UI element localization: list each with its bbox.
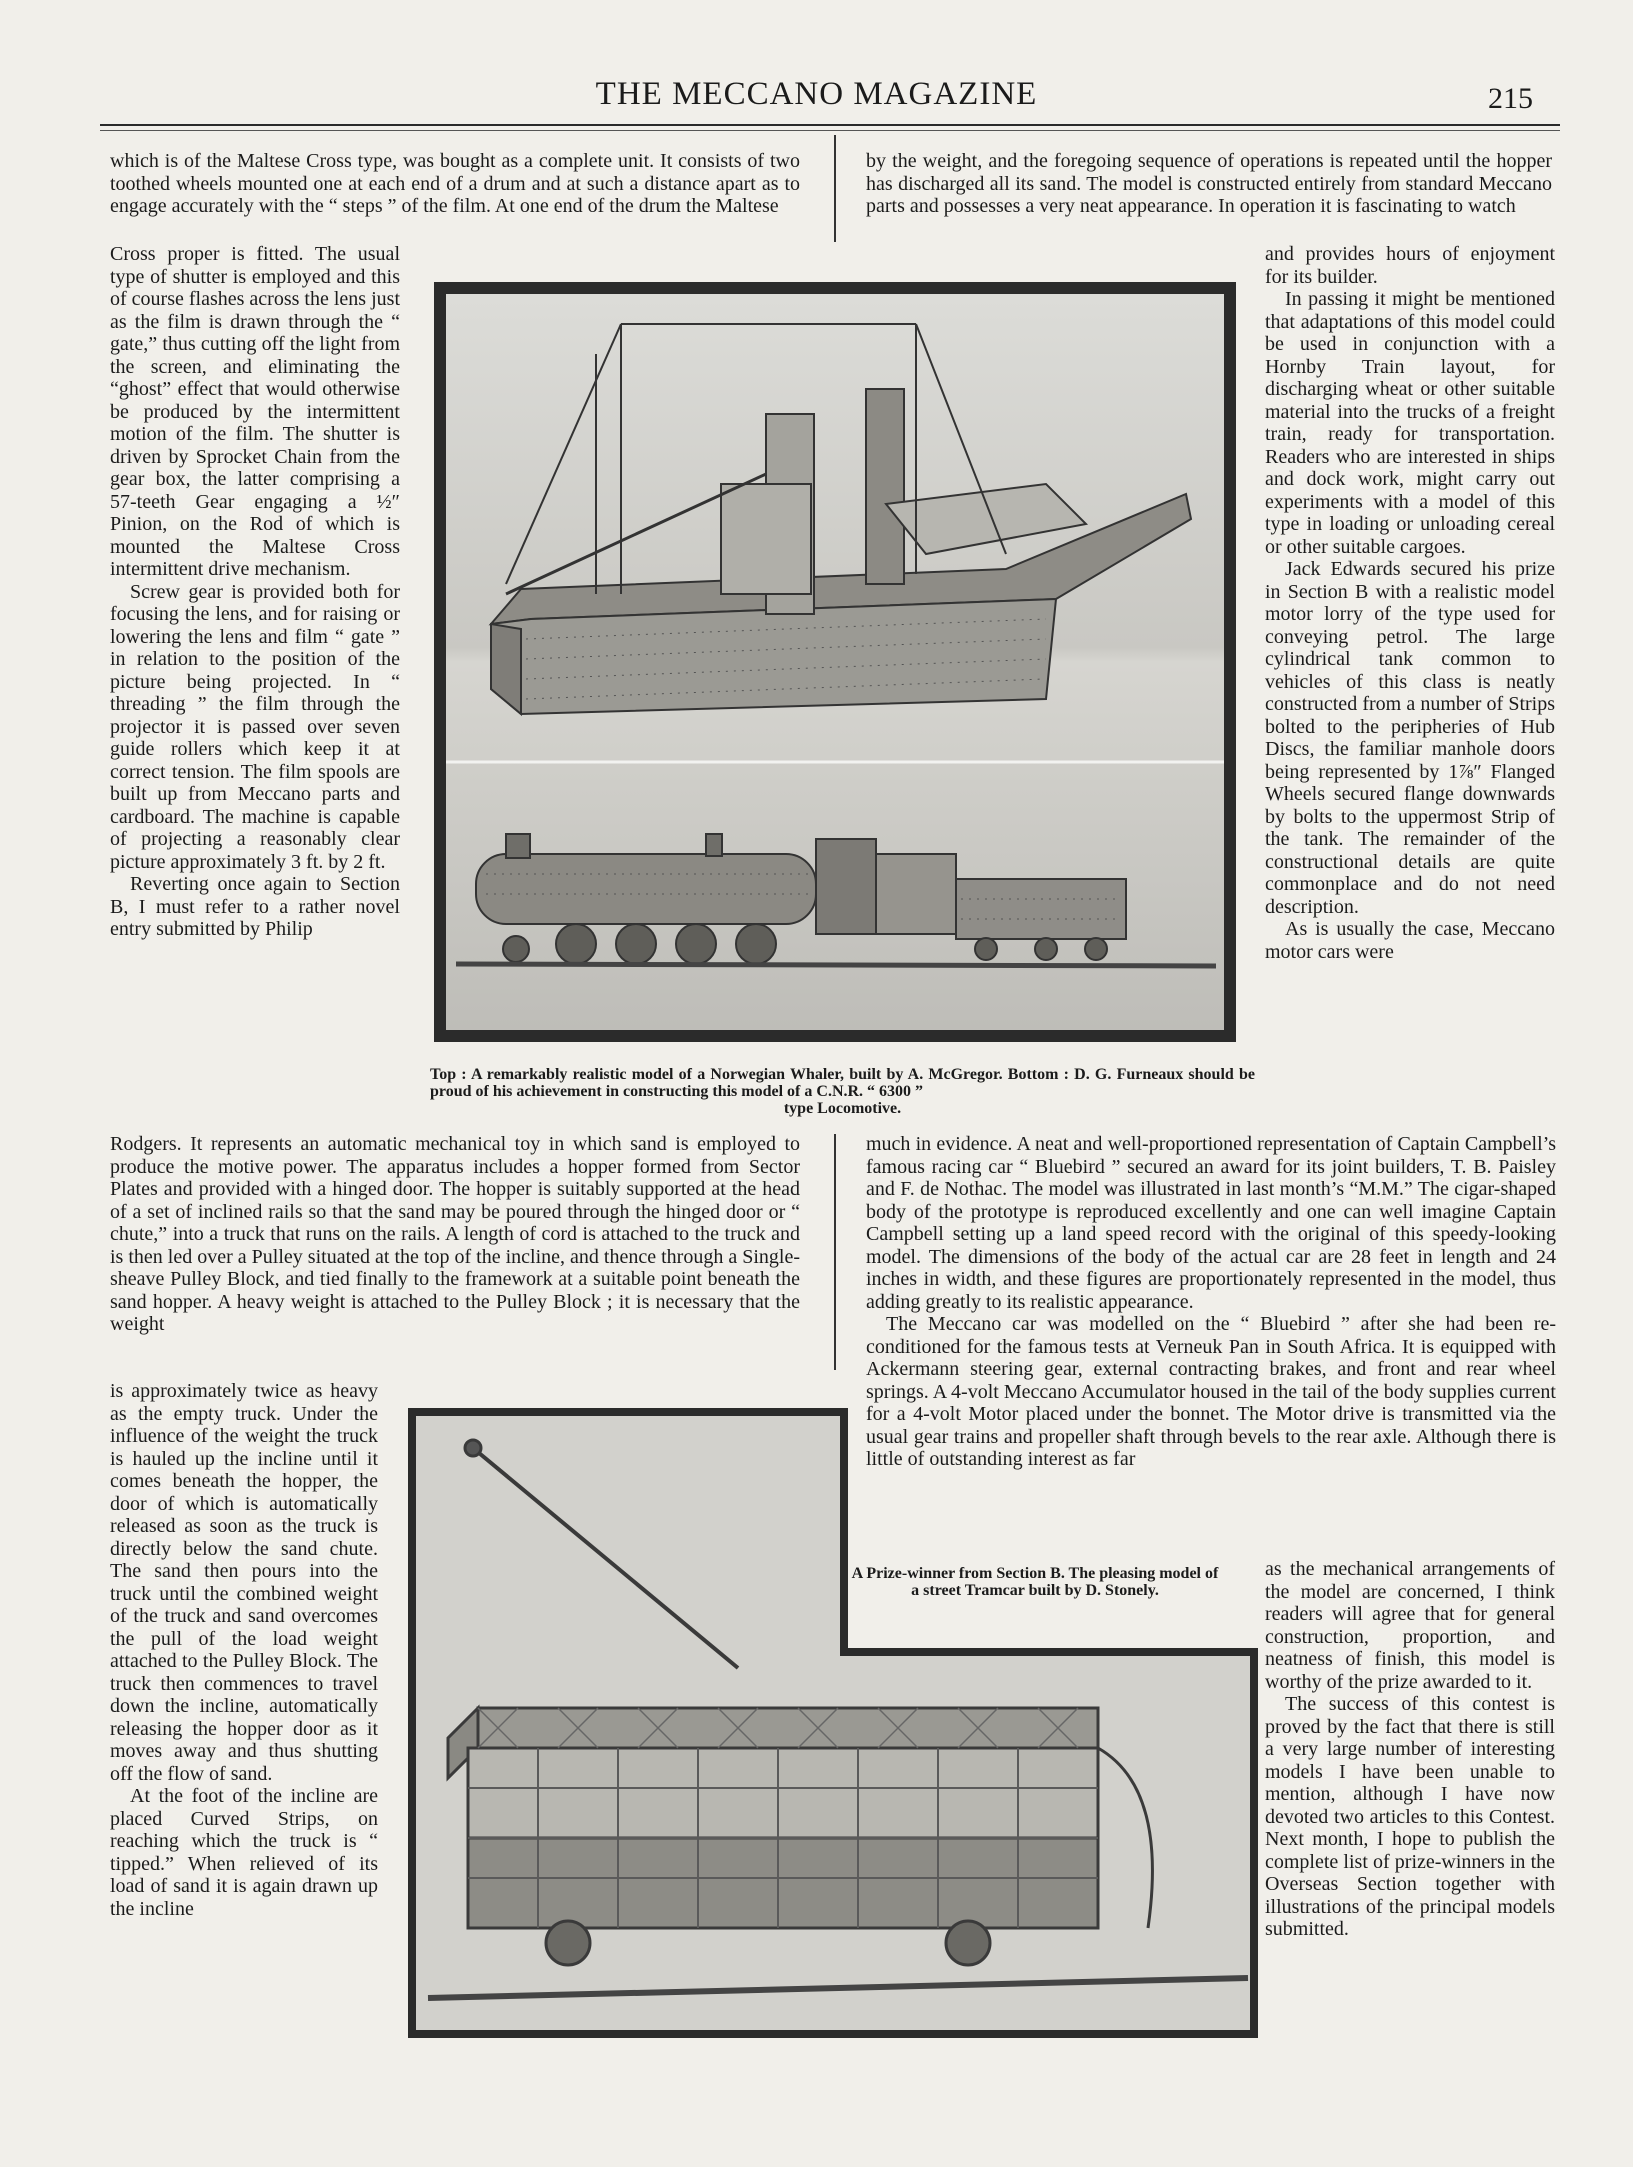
running-head: THE MECCANO MAGAZINE (595, 76, 1038, 112)
paragraph: by the weight, and the foregoing sequence of operations is repeated until the hopper has discharged all its sand. The model is constructed entirely from standard Meccano parts and possesses a very neat appearance. In operation it is fascinating to watch (866, 150, 1552, 217)
whaler-ship-illustration (491, 324, 1191, 714)
paragraph: The success of this contest is proved by the fact that there is still a very large number of interesting models I have been unable to mention, although I have now devoted two articles to this Contest. Next month, I hope to publish the complete list of prize-winners in the Overseas Section together with illustrations of the principal models submitted. (1265, 1693, 1555, 1940)
header-rule-thin (100, 130, 1560, 131)
paragraph: Jack Edwards secured his prize in Section B with a realistic model motor lorry of the type used for conveying petrol. The large cylindrical tank common to vehicles of this class is neatly constructed from a number of Strips bolted to the peripheries of Hub Discs, the familiar manhole doors being represented by 1⅞″ Flanged Wheels secured flange downwards by bolts to the uppermost Strip of the tank. The remainder of the constructional details are quite commonplace and do not need description. (1265, 558, 1555, 918)
left-column-top (110, 150, 800, 218)
right-column-narrow (1265, 243, 1555, 963)
paragraph: The Meccano car was modelled on the “ Bluebird ” after she had been re-conditioned for the famous tests at Verneuk Pan in South Africa. It is equipped with Ackermann steering gear, external contracting brakes, and front and rear wheel springs. A 4-volt Meccano Accumulator housed in the tail of the body supplies current for a 4-volt Motor placed under the bonnet. The Motor drive is transmitted via the usual gear trains and propeller shaft through bevels to the rear axle. Although there is little of outstanding interest as far (866, 1313, 1556, 1470)
paragraph: much in evidence. A neat and well-proportioned representation of Captain Campbell’s famous racing car “ Bluebird ” secured an award for its joint builders, T. B. Paisley and F. de Nothac. The model was illustrated in last month’s “M.M.” The cigar-shaped body of the prototype is reproduced excellently and one can well imagine Captain Campbell setting up a land speed record with the original of this speedy-looking model. The dimensions of the body of the actual car are 28 feet in length and 24 inches in width, and these figures are proportionately represented in the model, thus adding greatly to its realistic appearance. (866, 1133, 1556, 1313)
top-photo-caption (430, 1066, 1255, 1117)
top-photo-caption-last-line: type Locomotive. (783, 1100, 902, 1117)
paragraph: Reverting once again to Section B, I must refer to a rather novel entry submitted by Philip (110, 873, 400, 940)
whaler-locomotive-photo (434, 282, 1236, 1042)
left-column-bottom (110, 1380, 378, 1920)
left-column-narrow (110, 243, 400, 941)
page-number: 215 (1488, 82, 1533, 115)
left-column-mid (110, 1133, 800, 1336)
column-divider-top (834, 135, 836, 242)
column-divider-middle (834, 1134, 836, 1370)
bottom-photo-caption: A Prize-winner from Section B. The pleasing model of a street Tramcar built by D. Stonely. (851, 1565, 1219, 1599)
locomotive-illustration (456, 834, 1216, 966)
paragraph: Rodgers. It represents an automatic mechanical toy in which sand is employed to produce the motive power. The apparatus includes a hopper formed from Sector Plates and provided with a hinged door. The hopper is suitably supported at the head of a set of inclined rails so that the sand may be poured through the hinged door or “ chute,” into a truck that runs on the rails. A length of cord is attached to the truck and is then led over a Pulley situated at the top of the incline, and thence through a Single-sheave Pulley Block, and tied finally to the framework at a suitable point beneath the sand hopper. A heavy weight is attached to the Pulley Block ; it is necessary that the weight (110, 1133, 800, 1335)
tramcar-photo (408, 1408, 1258, 2038)
paragraph: In passing it might be mentioned that adaptations of this model could be used in conjunction with a Hornby Train layout, for discharging wheat or other suitable material into the trucks of a freight train, ready for transportation. Readers who are interested in ships and dock work, might carry out experiments with a model of this type in loading or unloading cereal or other suitable cargoes. (1265, 288, 1555, 558)
paragraph: Cross proper is fitted. The usual type of shutter is employed and this of course flashes across the lens just as the film is drawn through the “ gate,” thus cutting off the light from the screen, and eliminating the “ghost” effect that would otherwise be produced by the intermittent motion of the film. The shutter is driven by Sprocket Chain from the gear box, the latter comprising a 57-teeth Gear engaging a ½″ Pinion, on the Rod of which is mounted the Maltese Cross intermittent drive mechanism. (110, 243, 400, 580)
paragraph: is approximately twice as heavy as the empty truck. Under the influence of the weight the truck is hauled up the incline until it comes beneath the hopper, the door of which is automatically released as soon as the truck is directly below the sand chute. The sand then pours into the truck until the combined weight of the truck and sand overcomes the pull of the load weight attached to the Pulley Block. The truck then commences to travel down the incline, automatically releasing the hopper door as it moves away and thus shutting off the flow of sand. (110, 1380, 378, 1785)
paragraph: as the mechanical arrangements of the model are concerned, I think readers will agree that for general construction, proportion, and neatness of finish, this model is worthy of the prize awarded to it. (1265, 1558, 1555, 1693)
header-rule (100, 124, 1560, 126)
right-column-top (866, 150, 1552, 218)
paragraph: Screw gear is provided both for focusing the lens, and for raising or lowering the lens and film “ gate ” in relation to the position of the picture being projected. In “ threading ” the film through the projector it is passed over seven guide rollers which keep it at correct tension. The film spools are built up from Meccano parts and cardboard. The machine is capable of projecting a reasonably clear picture approximately 3 ft. by 2 ft. (110, 580, 400, 873)
paragraph: As is usually the case, Meccano motor cars were (1265, 918, 1555, 963)
right-column-bottom (1265, 1558, 1555, 1941)
paragraph: At the foot of the incline are placed Curved Strips, on reaching which the truck is “ tipped.” When relieved of its load of sand it is again drawn up the incline (110, 1785, 378, 1920)
top-photo-caption-text: Top : A remarkably realistic model of a Norwegian Whaler, built by A. McGregor. Bottom : D. G. Furneaux should be proud of his achievement in constructing this model of a C.N.R. “ 6300 ” (430, 1066, 1255, 1100)
paragraph: which is of the Maltese Cross type, was bought as a complete unit. It consists of two toothed wheels mounted one at each end of a drum and at such a distance apart as to engage accurately with the “ steps ” of the film. At one end of the drum the Maltese (110, 150, 800, 217)
whaler-locomotive-illustration (446, 294, 1224, 1030)
paragraph: and provides hours of enjoyment for its builder. (1265, 243, 1555, 288)
